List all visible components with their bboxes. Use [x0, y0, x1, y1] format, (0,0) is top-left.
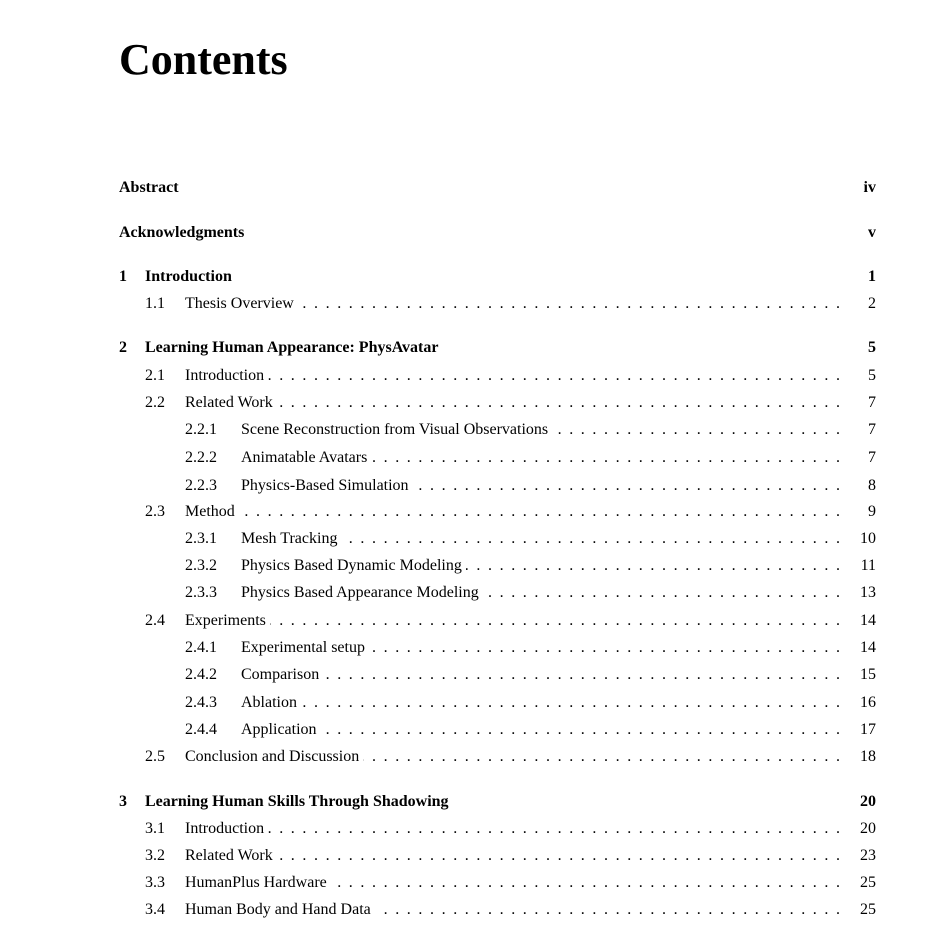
toc-subsection-entry[interactable]: [0, 475, 946, 497]
toc-dot-leader: [185, 392, 840, 414]
toc-entry-page-number: 7: [864, 419, 876, 441]
toc-entry-title: Introduction: [145, 266, 236, 288]
toc-entry-page-number: 20: [856, 791, 876, 813]
toc-entry-title: Related Work: [185, 392, 277, 414]
toc-entry-number: 2.3.3: [185, 582, 221, 604]
toc-entry-page-number: 10: [856, 528, 876, 550]
toc-entry-number: 3: [119, 791, 131, 813]
toc-entry-number: 3.2: [145, 845, 169, 867]
toc-entry-page-number: 20: [856, 818, 876, 840]
toc-entry-title: Animatable Avatars: [241, 447, 371, 469]
toc-section-entry[interactable]: [0, 610, 946, 632]
toc-subsection-entry[interactable]: [0, 664, 946, 686]
toc-entry-number: 2.3.2: [185, 555, 221, 577]
toc-entry-page-number: 5: [864, 337, 876, 359]
toc-entry-title: Human Body and Hand Data: [185, 899, 375, 921]
toc-entry-number: 2.4.3: [185, 692, 221, 714]
toc-entry-number: 2.2.1: [185, 419, 221, 441]
toc-dot-leader: [241, 719, 840, 741]
toc-entry-title: Thesis Overview: [185, 293, 298, 315]
toc-entry-page-number: 14: [856, 637, 876, 659]
toc-entry-page-number: 13: [856, 582, 876, 604]
toc-entry-page-number: 15: [856, 664, 876, 686]
toc-section-entry[interactable]: [0, 293, 946, 315]
toc-entry-page-number: 25: [856, 899, 876, 921]
toc-entry-number: 2.4.4: [185, 719, 221, 741]
toc-dot-leader: [185, 818, 840, 840]
toc-chapter-entry[interactable]: [0, 266, 946, 288]
toc-entry-page-number: 18: [856, 746, 876, 768]
toc-subsection-entry[interactable]: [0, 637, 946, 659]
toc-entry-number: 1: [119, 266, 131, 288]
toc-entry-page-number: 7: [864, 392, 876, 414]
toc-entry-title: Method: [185, 501, 239, 523]
toc-entry-number: 3.3: [145, 872, 169, 894]
toc-entry-title: HumanPlus Hardware: [185, 872, 331, 894]
toc-dot-leader: [241, 664, 840, 686]
toc-subsection-entry[interactable]: [0, 419, 946, 441]
page-title: Contents: [119, 35, 288, 84]
toc-section-entry[interactable]: [0, 845, 946, 867]
toc-entry-page-number: 11: [857, 555, 876, 577]
toc-entry-page-number: 16: [856, 692, 876, 714]
toc-entry-number: 3.1: [145, 818, 169, 840]
toc-section-entry[interactable]: [0, 746, 946, 768]
toc-entry-number: 2: [119, 337, 131, 359]
toc-dot-leader: [241, 692, 840, 714]
toc-entry-number: 1.1: [145, 293, 169, 315]
toc-entry-number: 2.4: [145, 610, 169, 632]
toc-entry-number: 2.2.2: [185, 447, 221, 469]
toc-entry-page-number: 9: [864, 501, 876, 523]
toc-entry-page-number: 8: [864, 475, 876, 497]
toc-section-entry[interactable]: [0, 501, 946, 523]
toc-subsection-entry[interactable]: [0, 555, 946, 577]
toc-entry-number: 2.4.1: [185, 637, 221, 659]
toc-entry-title: Experiments: [185, 610, 270, 632]
toc-section-entry[interactable]: [0, 392, 946, 414]
toc-entry-page-number: 17: [856, 719, 876, 741]
toc-entry-title: Physics Based Appearance Modeling: [241, 582, 483, 604]
toc-entry-number: 2.5: [145, 746, 169, 768]
toc-entry-title: Physics-Based Simulation: [241, 475, 413, 497]
toc-entry-title: Ablation: [241, 692, 301, 714]
toc-chapter-entry[interactable]: [0, 791, 946, 813]
toc-section-entry[interactable]: [0, 818, 946, 840]
toc-entry-title: Scene Reconstruction from Visual Observations: [241, 419, 552, 441]
toc-subsection-entry[interactable]: [0, 719, 946, 741]
toc-entry-title: Abstract: [119, 177, 183, 199]
toc-chapter-entry[interactable]: [0, 222, 946, 244]
toc-dot-leader: [185, 845, 840, 867]
toc-entry-title: Introduction: [185, 818, 268, 840]
toc-chapter-entry[interactable]: [0, 177, 946, 199]
toc-entry-title: Learning Human Skills Through Shadowing: [145, 791, 453, 813]
toc-entry-number: 2.3: [145, 501, 169, 523]
toc-entry-number: 2.2: [145, 392, 169, 414]
toc-entry-page-number: 1: [864, 266, 876, 288]
toc-subsection-entry[interactable]: [0, 692, 946, 714]
toc-entry-number: 2.2.3: [185, 475, 221, 497]
toc-subsection-entry[interactable]: [0, 447, 946, 469]
toc-section-entry[interactable]: [0, 365, 946, 387]
toc-entry-title: Introduction: [185, 365, 268, 387]
toc-entry-number: 2.4.2: [185, 664, 221, 686]
toc-entry-title: Application: [241, 719, 321, 741]
toc-entry-title: Comparison: [241, 664, 323, 686]
toc-subsection-entry[interactable]: [0, 528, 946, 550]
toc-entry-title: Learning Human Appearance: PhysAvatar: [145, 337, 442, 359]
toc-entry-page-number: 14: [856, 610, 876, 632]
toc-entry-title: Related Work: [185, 845, 277, 867]
toc-entry-page-number: 25: [856, 872, 876, 894]
toc-entry-page-number: 23: [856, 845, 876, 867]
toc-entry-title: Acknowledgments: [119, 222, 248, 244]
toc-dot-leader: [185, 610, 840, 632]
toc-dot-leader: [185, 365, 840, 387]
toc-entry-number: 2.1: [145, 365, 169, 387]
toc-chapter-entry[interactable]: [0, 337, 946, 359]
toc-dot-leader: [185, 501, 840, 523]
toc-entry-page-number: iv: [860, 177, 876, 199]
toc-entry-title: Experimental setup: [241, 637, 369, 659]
toc-entry-page-number: v: [864, 222, 876, 244]
toc-section-entry[interactable]: [0, 899, 946, 921]
toc-entry-title: Conclusion and Discussion: [185, 746, 363, 768]
toc-entry-page-number: 5: [864, 365, 876, 387]
toc-entry-page-number: 2: [864, 293, 876, 315]
toc-entry-title: Physics Based Dynamic Modeling: [241, 555, 466, 577]
toc-subsection-entry[interactable]: [0, 582, 946, 604]
toc-entry-number: 3.4: [145, 899, 169, 921]
toc-entry-number: 2.3.1: [185, 528, 221, 550]
toc-entry-page-number: 7: [864, 447, 876, 469]
toc-section-entry[interactable]: [0, 872, 946, 894]
toc-entry-title: Mesh Tracking: [241, 528, 341, 550]
